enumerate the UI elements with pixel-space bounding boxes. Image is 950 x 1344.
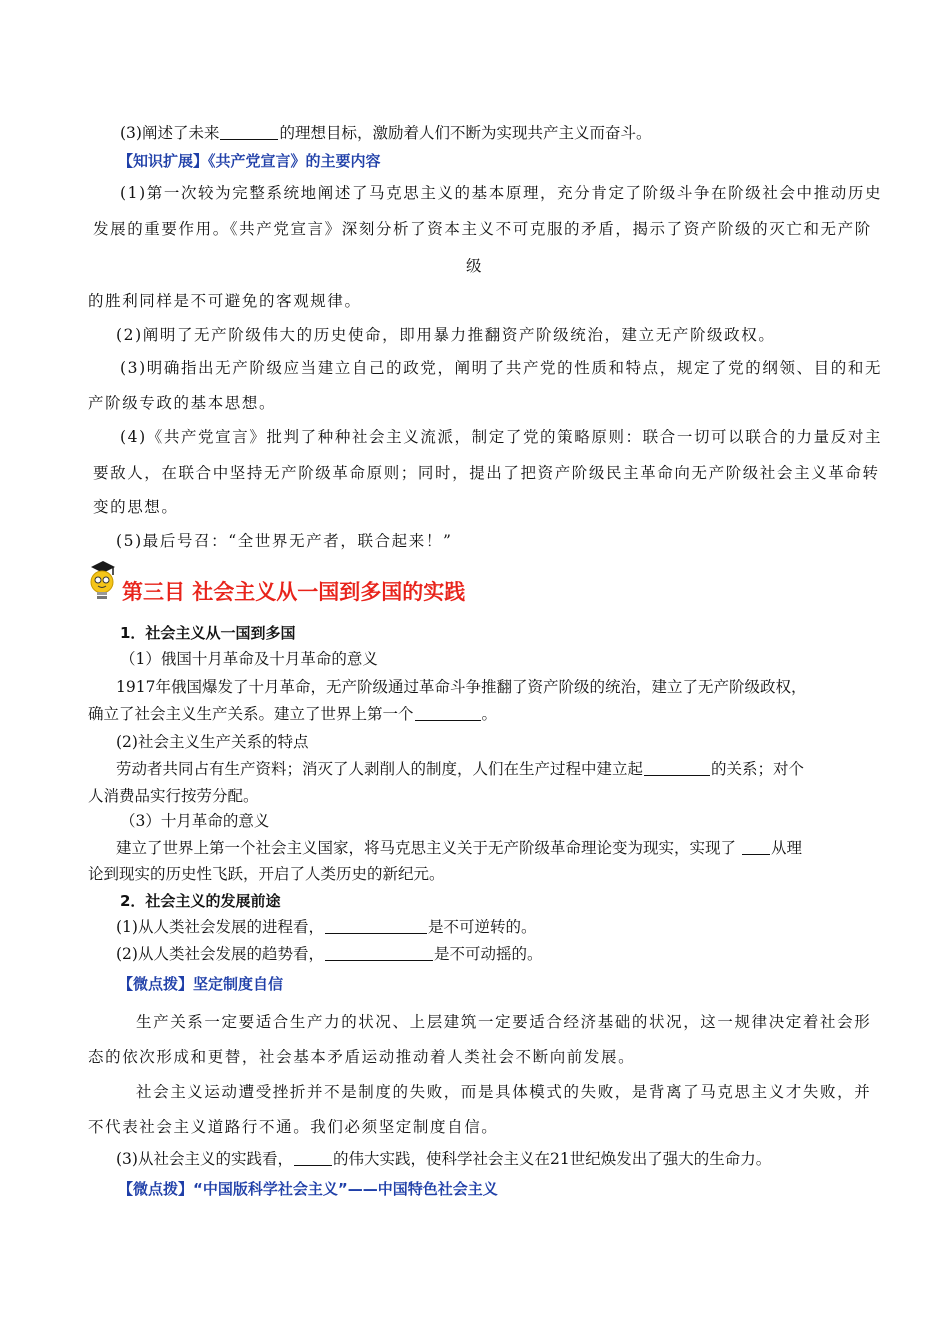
paragraph-line: (2)从人类社会发展的趋势看， 是不可动摇的。	[116, 945, 543, 963]
subsection-title: 1．社会主义从一国到多国	[120, 624, 296, 642]
paragraph-line: 1917年俄国爆发了十月革命，无产阶级通过革命斗争推翻了资产阶级的统治，建立了无产阶级政权，	[116, 678, 807, 696]
paragraph-line: 劳动者共同占有生产资料；消灭了人剥削人的制度，人们在生产过程中建立起 的关系；对个	[116, 760, 805, 778]
paragraph-line: 人消费品实行按劳分配。	[88, 787, 259, 805]
paragraph-line: (3)从社会主义的实践看， 的伟大实践，使科学社会主义在21世纪焕发出了强大的生命力。	[116, 1150, 772, 1168]
knowledge-expansion-heading: 【知识扩展】《共产党宣言》的主要内容	[118, 152, 381, 170]
blank-line	[415, 704, 481, 721]
paragraph-line: 不代表社会主义道路行不通。我们必须坚定制度自信。	[88, 1118, 499, 1136]
section-heading	[88, 568, 588, 608]
paragraph-line: 级	[466, 257, 482, 275]
blank-line	[644, 759, 710, 776]
graduate-lightbulb-icon	[88, 558, 122, 602]
paragraph-line: 态的依次形成和更替，社会基本矛盾运动推动着人类社会不断向前发展。	[88, 1048, 636, 1066]
paragraph-line: (4)《共产党宣言》批判了种种社会主义流派，制定了党的策略原则：联合一切可以联合的力量反对主	[120, 428, 883, 446]
paragraph-line: (2)社会主义生产关系的特点	[116, 733, 309, 751]
subsection-title: 2．社会主义的发展前途	[120, 892, 281, 910]
paragraph-line: (5)最后号召：“全世界无产者，联合起来！”	[116, 532, 453, 550]
paragraph-line: 要敌人，在联合中坚持无产阶级革命原则；同时，提出了把资产阶级民主革命向无产阶级社会主义革命转	[93, 464, 880, 482]
paragraph-line: (2)阐明了无产阶级伟大的历史使命，即用暴力推翻资产阶级统治，建立无产阶级政权。	[116, 326, 776, 344]
paragraph-line: 建立了世界上第一个社会主义国家，将马克思主义关于无产阶级革命理论变为现实，实现了 从理	[116, 839, 802, 857]
paragraph-line: (3)明确指出无产阶级应当建立自己的政党，阐明了共产党的性质和特点，规定了党的纲领、目的和无	[120, 359, 883, 377]
paragraph-line: 的胜利同样是不可避免的客观规律。	[88, 292, 362, 310]
tip-heading: 【微点拨】“中国版科学社会主义”——中国特色社会主义	[118, 1180, 498, 1198]
blank-line	[294, 1149, 332, 1166]
paragraph-line: （3）十月革命的意义	[120, 812, 270, 830]
paragraph-line: 生产关系一定要适合生产力的状况、上层建筑一定要适合经济基础的状况，这一规律决定着社会形	[136, 1013, 872, 1031]
paragraph-line: 确立了社会主义生产关系。建立了世界上第一个 。	[88, 705, 498, 723]
paragraph-line: 社会主义运动遭受挫折并不是制度的失败，而是具体模式的失败，是背离了马克思主义才失败，并	[136, 1083, 872, 1101]
paragraph-line: (1)第一次较为完整系统地阐述了马克思主义的基本原理，充分肯定了阶级斗争在阶级社会中推动历史	[120, 184, 883, 202]
paragraph-line: 论到现实的历史性飞跃，开启了人类历史的新纪元。	[88, 865, 445, 883]
paragraph-line: （1）俄国十月革命及十月革命的意义	[120, 650, 378, 668]
paragraph-line: (1)从人类社会发展的进程看， 是不可逆转的。	[116, 918, 537, 936]
paragraph-line: 发展的重要作用。《共产党宣言》深刻分析了资本主义不可克服的矛盾，揭示了资产阶级的灭亡和无产阶	[93, 220, 872, 238]
blank-line	[325, 944, 433, 961]
paragraph-line: 变的思想。	[93, 498, 179, 516]
section-title: 第三目 社会主义从一国到多国的实践	[122, 580, 466, 604]
blank-line	[325, 917, 427, 934]
paragraph-line: (3)阐述了未来 的理想目标，激励着人们不断为实现共产主义而奋斗。	[120, 124, 652, 142]
blank-line	[742, 838, 770, 855]
paragraph-line: 产阶级专政的基本思想。	[88, 394, 277, 412]
blank-line	[220, 123, 278, 140]
tip-heading: 【微点拨】坚定制度自信	[118, 975, 284, 993]
